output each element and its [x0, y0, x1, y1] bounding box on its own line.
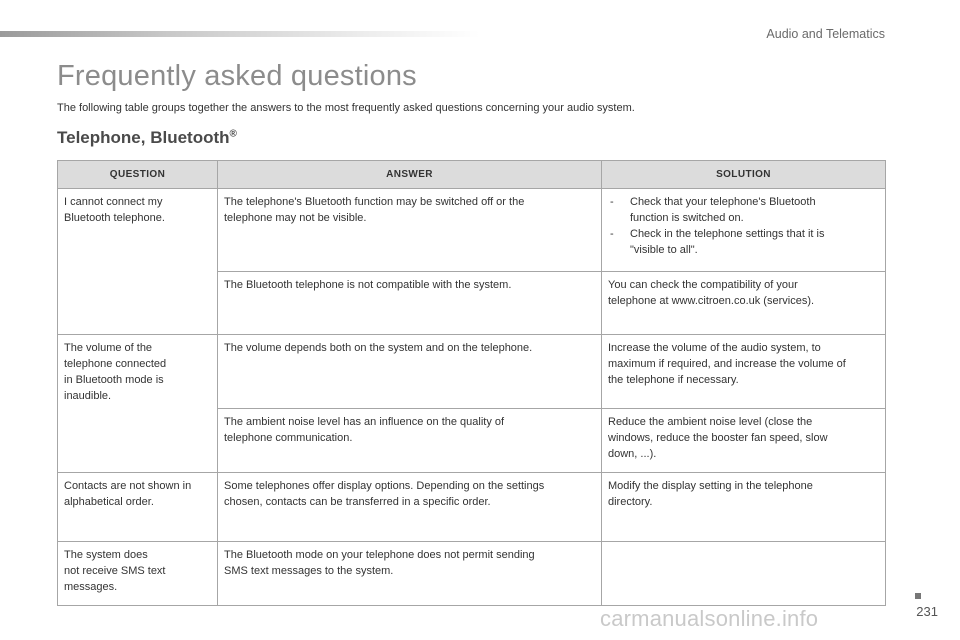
- solution-cell: [602, 542, 886, 606]
- answer-text: The volume depends both on the system and on the telephone.: [224, 342, 533, 354]
- registered-mark: ®: [229, 128, 237, 140]
- question-text: I cannot connect my Bluetooth telephone.: [64, 196, 165, 224]
- answer-cell: [218, 542, 602, 606]
- solution-cell: [602, 189, 886, 272]
- solution-cell: [602, 409, 886, 473]
- solution-cell: [602, 272, 886, 335]
- answer-text: The ambient noise level has an influence on the quality of telephone communication.: [224, 416, 505, 444]
- answer-text: Some telephones offer display options. Depending on the settings chosen, contacts can be transferred in a specific order.: [224, 480, 545, 508]
- table-row: [58, 542, 886, 606]
- page-title: Frequently asked questions: [57, 60, 417, 92]
- answer-cell: [218, 272, 602, 335]
- watermark: carmanualsonline.info: [600, 606, 819, 631]
- solution-text: Reduce the ambient noise level (close the windows, reduce the booster fan speed, slow down, ...).: [608, 416, 828, 460]
- question-text: Contacts are not shown in alphabetical order.: [64, 480, 192, 508]
- answer-text: The telephone's Bluetooth function may be switched off or the telephone may not be visible.: [224, 196, 525, 224]
- column-header-answer: ANSWER: [218, 161, 602, 189]
- faq-table: [57, 160, 886, 606]
- question-cell: [58, 542, 218, 606]
- solution-cell: [602, 473, 886, 542]
- table-row: [58, 189, 886, 272]
- answer-cell: [218, 473, 602, 542]
- answer-cell: [218, 409, 602, 473]
- table-row: [58, 473, 886, 542]
- question-text: The volume of the telephone connected in Bluetooth mode is inaudible.: [64, 342, 167, 402]
- solution-item: - Check in the telephone settings that it is "visible to all".: [608, 226, 879, 258]
- answer-text: The Bluetooth mode on your telephone does not permit sending SMS text messages to the system.: [224, 549, 535, 577]
- table-header-row: [58, 161, 886, 189]
- table-row: [58, 335, 886, 409]
- question-cell: [58, 335, 218, 473]
- solution-text: You can check the compatibility of your telephone at www.citroen.co.uk (services).: [608, 279, 815, 307]
- solution-cell: [602, 335, 886, 409]
- intro-text: The following table groups together the answers to the most frequently asked questions concerning your audio system.: [57, 102, 635, 114]
- section-label: Audio and Telematics: [766, 27, 885, 41]
- answer-cell: [218, 335, 602, 409]
- question-cell: [58, 189, 218, 335]
- section-heading-text: Telephone, Bluetooth: [57, 128, 230, 147]
- page-marker: [915, 593, 921, 599]
- column-header-solution: SOLUTION: [602, 161, 886, 189]
- question-cell: [58, 473, 218, 542]
- solution-text: Modify the display setting in the telephone directory.: [608, 480, 813, 508]
- column-header-question: QUESTION: [58, 161, 218, 189]
- question-text: The system does not receive SMS text messages.: [64, 549, 166, 593]
- header-gradient-bar: [0, 31, 480, 37]
- solution-item: - Check that your telephone's Bluetooth function is switched on.: [608, 194, 879, 226]
- solution-list: [608, 194, 879, 258]
- answer-text: The Bluetooth telephone is not compatible with the system.: [224, 279, 512, 291]
- section-heading: [57, 128, 237, 148]
- page-number: 231: [916, 604, 938, 619]
- answer-cell: [218, 189, 602, 272]
- solution-text: Increase the volume of the audio system, to maximum if required, and increase the volume of the telephone if necessary.: [608, 342, 846, 386]
